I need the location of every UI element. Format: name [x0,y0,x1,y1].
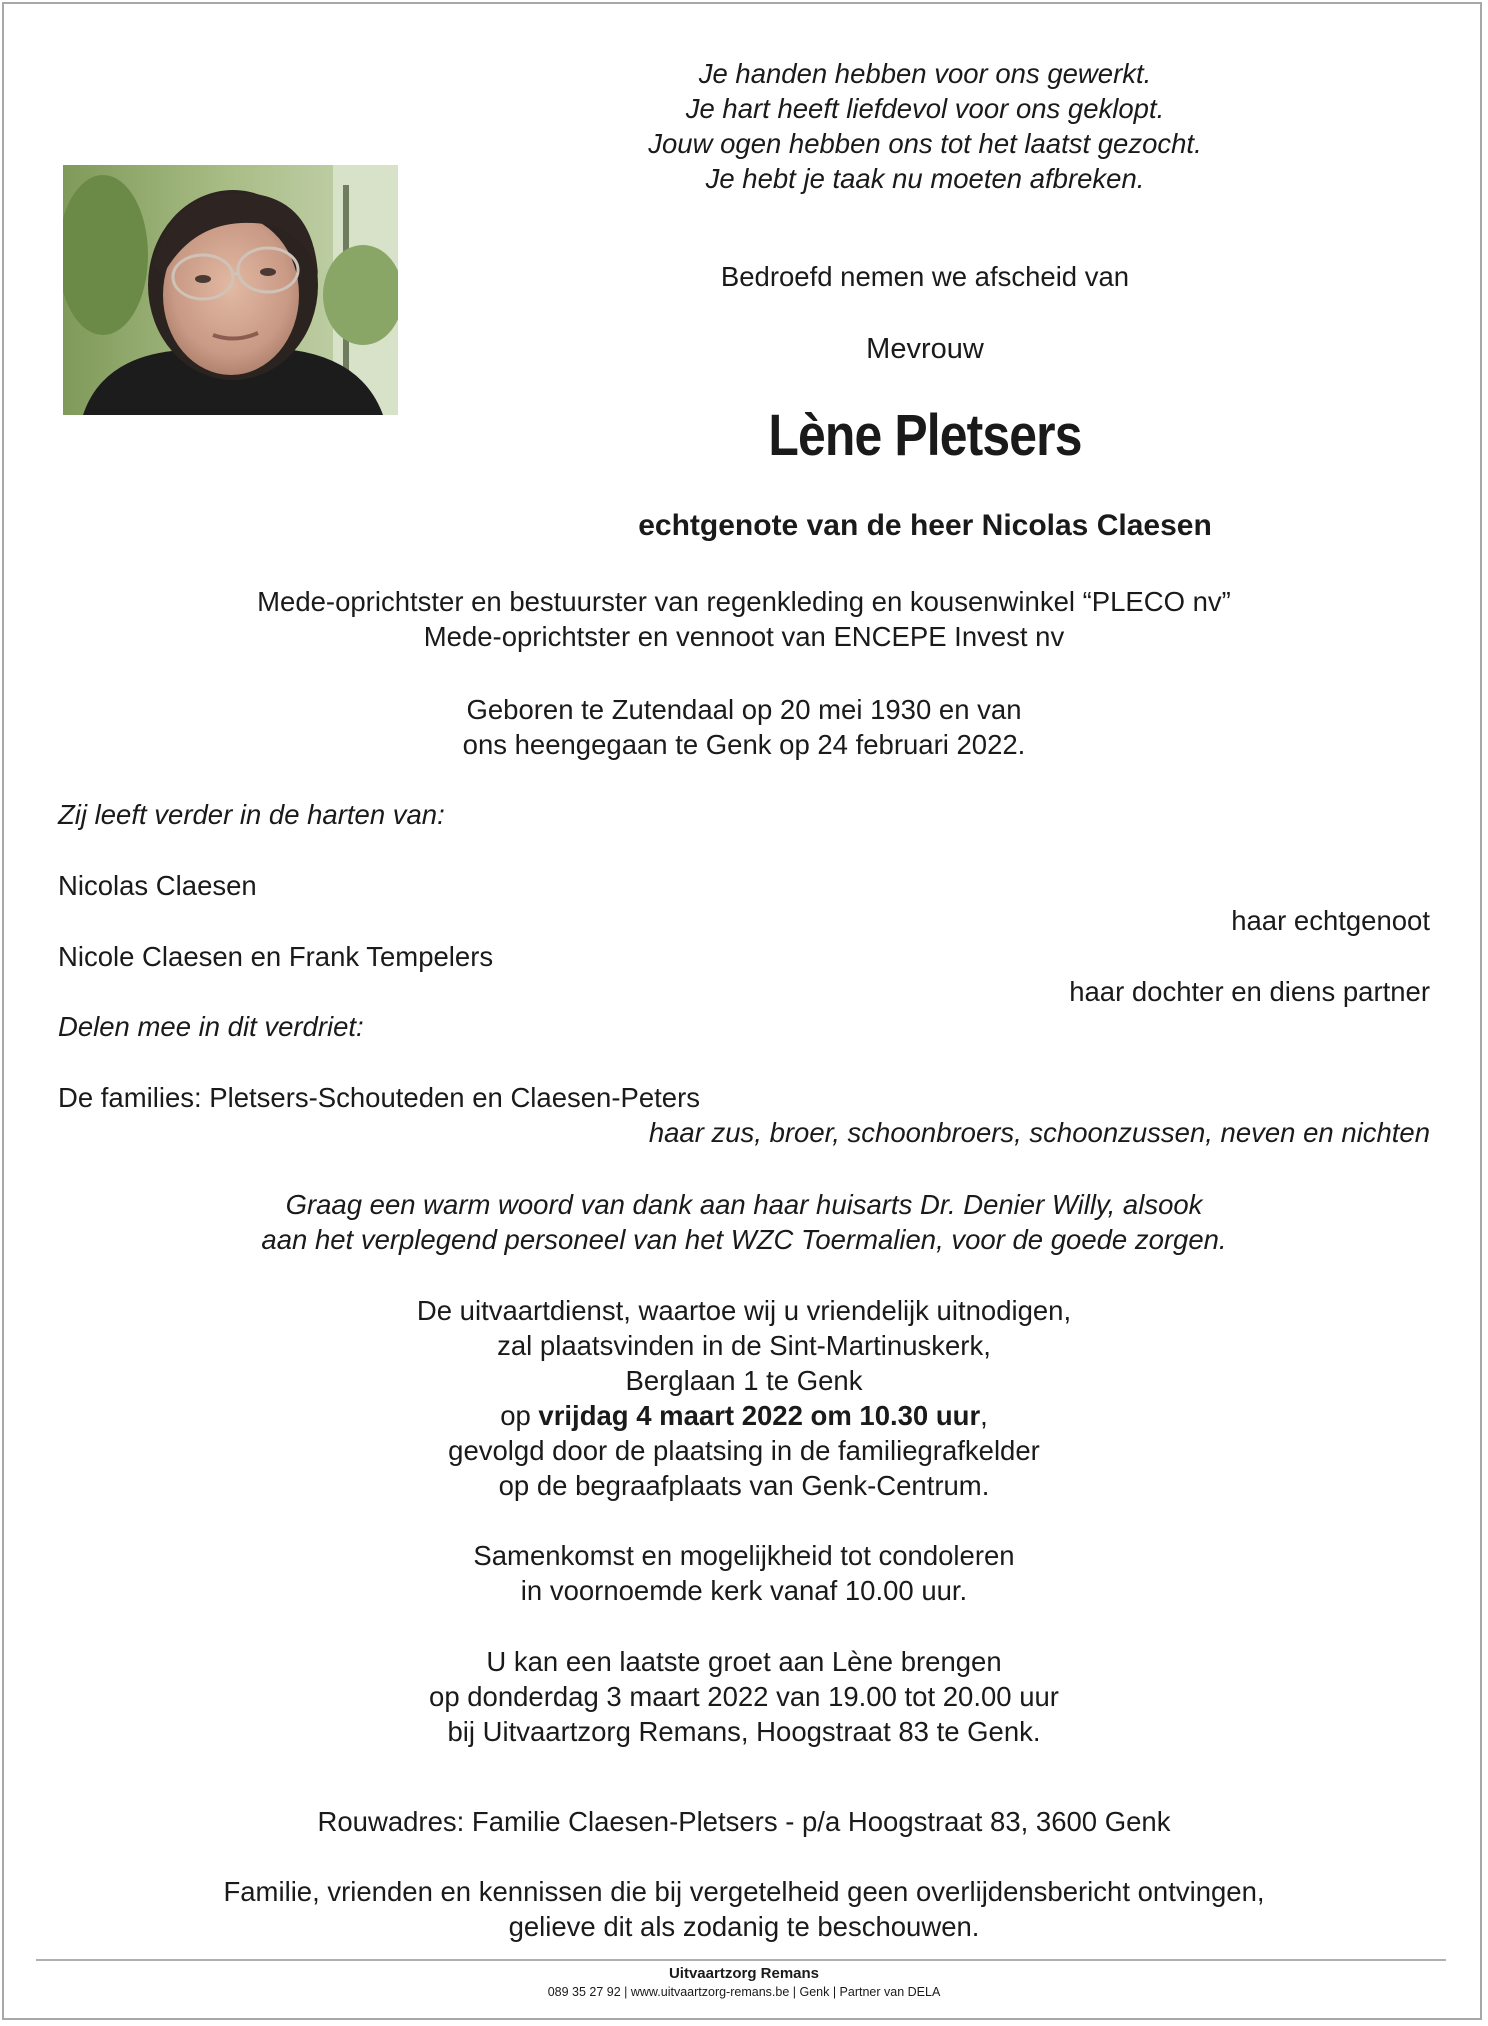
footer-details: 089 35 27 92 | www.uitvaartzorg-remans.be | Genk | Partner van DELA [547,1985,941,1999]
share-grief-heading: Delen mee in dit verdriet: [58,1011,364,1042]
last-greeting [0,1644,1488,1749]
role-line: Mede-oprichtster en vennoot van ENCEPE Invest nv [423,621,1065,652]
role-line: Mede-oprichtster en bestuurster van regenkleding en kousenwinkel “PLECO nv” [257,586,1231,617]
last-greeting-line: bij Uitvaartzorg Remans, Hoogstraat 83 te Genk. [447,1716,1041,1747]
birth-death [0,692,1488,762]
mourning-address: Rouwadres: Familie Claesen-Pletsers - p/a Hoogstraat 83, 3600 Genk [317,1806,1171,1837]
funeral-details [0,1293,1488,1503]
poem-line: Je handen hebben voor ons gewerkt. [698,58,1152,89]
closing-note [0,1874,1488,1944]
spouse-line: echtgenote van de heer Nicolas Claesen [638,509,1212,542]
footer-divider [36,1959,1446,1961]
birth-death-line: ons heengegaan te Genk op 24 februari 2022. [462,729,1026,760]
thanks-line: Graag een warm woord van dank aan haar huisarts Dr. Denier Willy, alsook [285,1189,1203,1220]
families-relation: haar zus, broer, schoonbroers, schoonzussen, neven en nichten [648,1117,1430,1148]
closing-line: Familie, vrienden en kennissen die bij vergetelheid geen overlijdensbericht ontvingen, [223,1876,1265,1907]
poem [560,56,1290,196]
last-greeting-line: U kan een laatste groet aan Lène brengen [486,1646,1002,1677]
poem-line: Jouw ogen hebben ons tot het laatst gezocht. [648,128,1202,159]
funeral-date: vrijdag 4 maart 2022 om 10.30 uur [538,1400,981,1431]
condolences-line: in voornoemde kerk vanaf 10.00 uur. [520,1575,968,1606]
relative-name: Nicole Claesen en Frank Tempelers [58,941,494,972]
lives-on-heading: Zij leeft verder in de harten van: [58,799,445,830]
thanks-line: aan het verplegend personeel van het WZC Toermalien, voor de goede zorgen. [261,1224,1227,1255]
salutation: Mevrouw [866,333,984,365]
funeral-date-prefix: op [500,1400,539,1431]
footer-company: Uitvaartzorg Remans [668,1965,820,1982]
funeral-date-suffix: , [980,1400,988,1431]
roles [0,584,1488,654]
funeral-date-line [0,1398,1488,1433]
condolences [0,1538,1488,1608]
poem-line: Je hart heeft liefdevol voor ons geklopt. [685,93,1165,124]
last-greeting-line: op donderdag 3 maart 2022 van 19.00 tot 20.00 uur [429,1681,1059,1712]
relative-name: Nicolas Claesen [58,870,257,901]
poem-line: Je hebt je taak nu moeten afbreken. [705,163,1145,194]
intro-text: Bedroefd nemen we afscheid van [720,261,1130,292]
families-name: De families: Pletsers-Schouteden en Claesen-Peters [58,1082,700,1113]
birth-death-line: Geboren te Zutendaal op 20 mei 1930 en van [466,694,1022,725]
funeral-line: De uitvaartdienst, waartoe wij u vriendelijk uitnodigen, [416,1295,1072,1326]
funeral-line: Berglaan 1 te Genk [625,1365,863,1396]
thanks [0,1187,1488,1257]
condolences-line: Samenkomst en mogelijkheid tot condoleren [473,1540,1015,1571]
portrait-photo [63,165,398,415]
deceased-name: Lène Pletsers [768,403,1082,468]
relative-relation: haar echtgenoot [1231,905,1430,936]
closing-line: gelieve dit als zodanig te beschouwen. [508,1911,980,1942]
funeral-line: op de begraafplaats van Genk-Centrum. [498,1470,990,1501]
relative-relation: haar dochter en diens partner [1069,976,1430,1007]
funeral-line: gevolgd door de plaatsing in de familiegrafkelder [448,1435,1040,1466]
funeral-line: zal plaatsvinden in de Sint-Martinuskerk, [497,1330,991,1361]
